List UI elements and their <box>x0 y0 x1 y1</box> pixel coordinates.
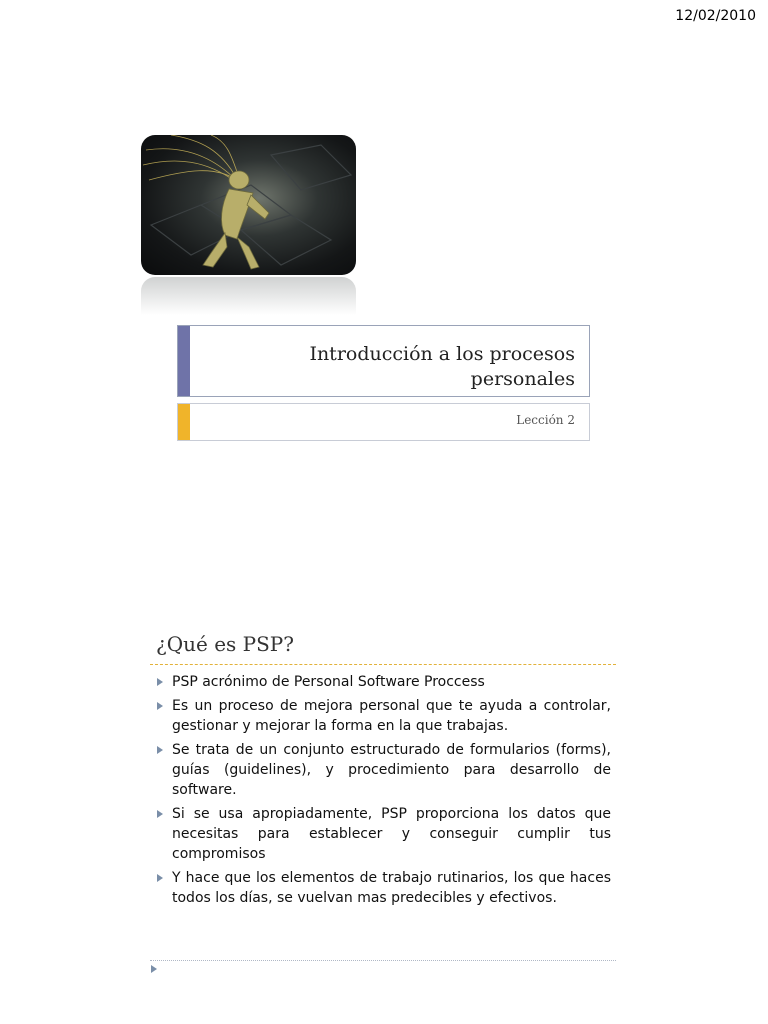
triangle-right-icon <box>157 810 163 818</box>
slide1-subtitle-box <box>177 403 590 441</box>
image-reflection <box>141 277 356 315</box>
bullet-item <box>155 804 611 864</box>
bullet-item <box>155 696 611 736</box>
bullet-text: PSP acrónimo de Personal Software Proccess <box>172 674 485 690</box>
triangle-right-icon <box>157 702 163 710</box>
slide1-title: Introducción a los procesos personales <box>309 343 575 390</box>
triangle-right-icon <box>157 746 163 754</box>
bullet-text: Es un proceso de mejora personal que te ayuda a controlar, gestionar y mejorar la forma en la que trabajas. <box>172 698 611 734</box>
robot-illustration <box>141 135 356 275</box>
bullet-text: Y hace que los elementos de trabajo rutinarios, los que haces todos los días, se vuelvan mas predecibles y efectivos. <box>172 870 611 906</box>
slide2-bottom-divider <box>150 960 616 961</box>
title-accent-bar <box>178 326 190 396</box>
triangle-right-icon <box>157 678 163 686</box>
triangle-right-icon <box>157 874 163 882</box>
bullet-item <box>155 868 611 908</box>
bullet-text: Se trata de un conjunto estructurado de formularios (forms), guías (guidelines), y procedimiento para desarrollo de software. <box>172 742 611 798</box>
slide1-subtitle: Lección 2 <box>516 413 575 427</box>
slide2-title: ¿Qué es PSP? <box>156 632 294 656</box>
slide2-bullet-list <box>155 672 611 912</box>
bullet-text: Si se usa apropiadamente, PSP proporciona los datos que necesitas para establecer y conseguir cumplir tus compromisos <box>172 806 611 862</box>
slide1-title-box <box>177 325 590 397</box>
subtitle-accent-bar <box>178 404 190 440</box>
page-date: 12/02/2010 <box>675 8 756 24</box>
slide2-title-divider <box>150 664 616 665</box>
bullet-item <box>155 672 611 692</box>
slide1-image <box>141 135 356 315</box>
triangle-right-icon <box>151 965 157 973</box>
bullet-item <box>155 740 611 800</box>
robot-figure-image <box>141 135 356 275</box>
